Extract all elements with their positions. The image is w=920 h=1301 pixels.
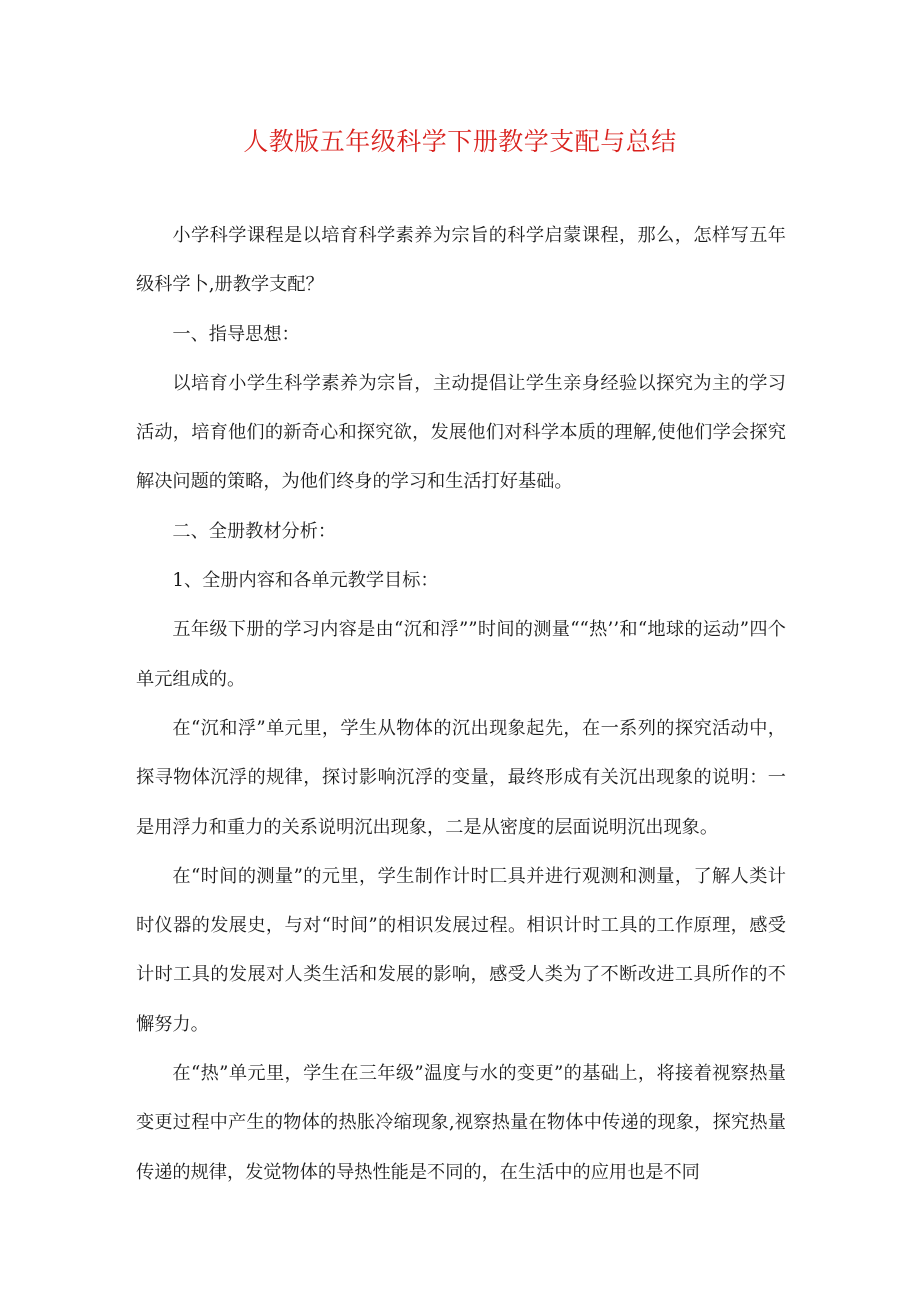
sink-float-unit-paragraph: 在“沉和浮”单元里，学生从物体的沉出现象起先，在一系列的探究活动中，探寻物体沉浮的规律，探讨影响沉浮的变量，最终形成有关沉出现象的说明：一是用浮力和重力的关系说明沉出现象，二是从密度的层面说明沉出现象。 (136, 717, 786, 838)
subsection-heading-content-goals: 1、全册内容和各单元教学目标： (172, 570, 439, 592)
document-body (136, 211, 786, 1197)
intro-paragraph: 小学科学课程是以培育科学素养为宗旨的科学启蒙课程，那么，怎样写五年级科学卜,册教学支配？ (136, 225, 786, 296)
heat-unit-paragraph: 在“热”单元里，学生在三年级”温度与水的变更”的基础上，将接着视察热量变更过程中产生的物体的热胀冷缩现象,视察热量在物体中传递的现象，探究热量传递的规律，发觉物体的导热性能是不同的，在生活中的应用也是不同 (136, 1063, 786, 1183)
section-heading-guiding-thought: 一、指导思想： (172, 323, 300, 345)
document-title: 人教版五年级科学下册教学支配与总结 (243, 127, 677, 156)
guiding-thought-paragraph: 以培育小学生科学素养为宗旨，主动提倡让学生亲身经验以探究为主的学习活动，培育他们的新奇心和探究欲，发展他们对科学本质的理解,使他们学会探究解决问题的策略，为他们终身的学习和生活打好基础。 (136, 372, 786, 493)
units-overview-paragraph: 五年级下册的学习内容是由“沉和浮””时间的测量““热’’和“地球的运动”四个单元组成的。 (136, 619, 786, 690)
section-heading-textbook-analysis: 二、全册教材分析： (172, 520, 337, 542)
time-measurement-unit-paragraph: 在“时间的测量”的元里，学生制作计时匚具并进行观测和测量，了解人类计时仪器的发展史，与对“时间”的相识发展过程。相识计时工具的工作原理，感受计时工具的发展对人类生活和发展的影响，感受人类为了不断改进工具所作的不懈努力。 (136, 865, 786, 1035)
